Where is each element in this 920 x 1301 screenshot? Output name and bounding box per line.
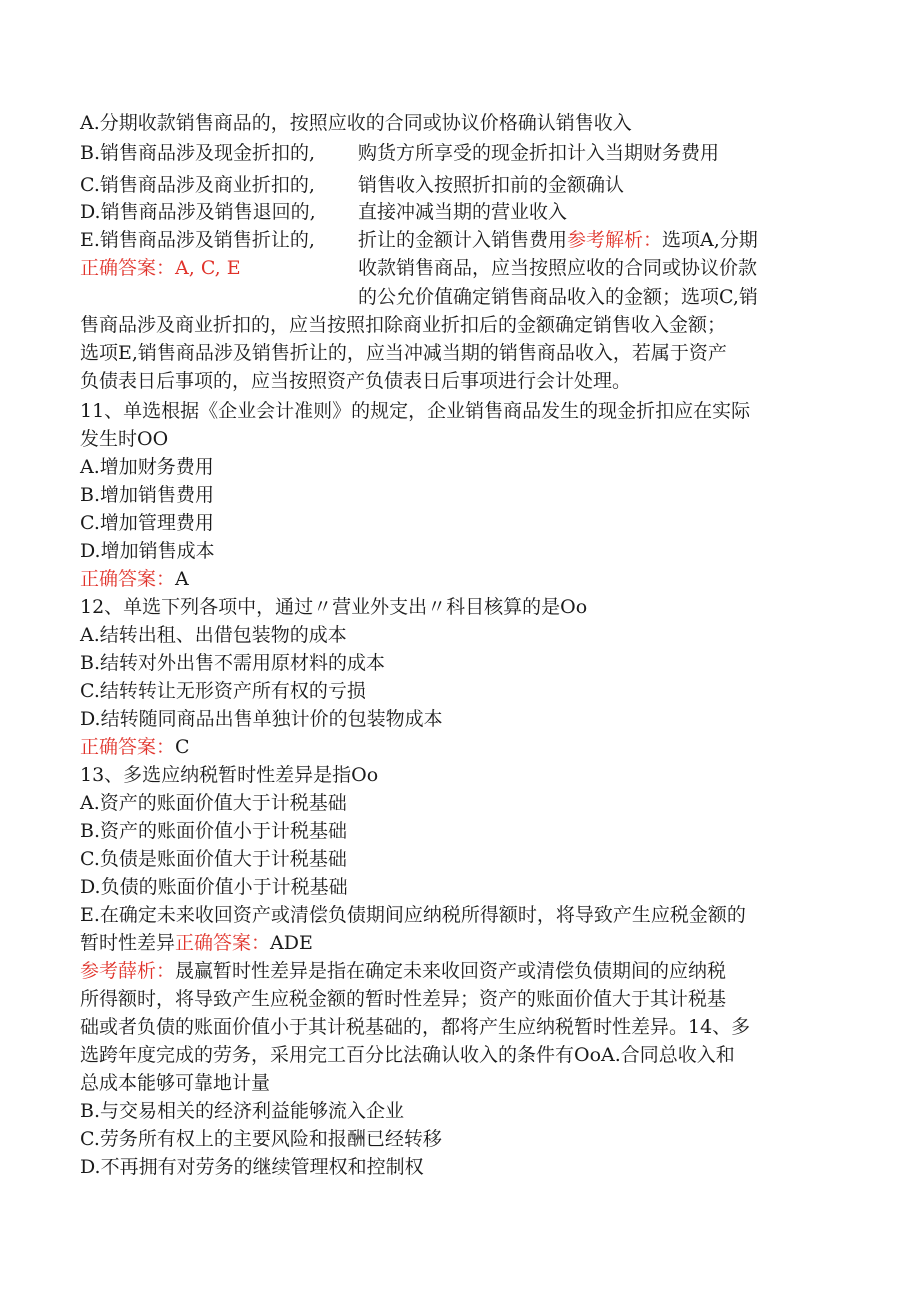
q11-title-line-2: 发生时OO: [80, 428, 169, 450]
q11-title-line-1: 11、单选根据《企业会计准则》的规定，企业销售商品发生的现金折扣应在实际: [80, 400, 751, 422]
q10-analysis-line-2: 的公允价值确定销售商品收入的金额；选项C,销: [358, 286, 758, 308]
q13-option-e: E.在确定未来收回资产或清偿负债期间应纳税所得额时，将导致产生应税金额的: [80, 904, 746, 926]
q10-option-e-cont: [358, 227, 758, 254]
q13-analysis-line-5: 总成本能够可靠地计量: [80, 1072, 271, 1094]
q12-option-d: D.结转随同商品出售单独计价的包装物成本: [80, 708, 443, 730]
q11-option-b: B.增加销售费用: [80, 484, 215, 506]
analysis-label: 参考薛析：: [80, 960, 176, 982]
q11-option-c: C.增加管理费用: [80, 512, 214, 534]
q14-option-b: B.与交易相关的经济利益能够流入企业: [80, 1100, 405, 1122]
q10-option-d-cont: 直接冲减当期的营业收入: [358, 201, 568, 223]
q10-analysis-line-3: 售商品涉及商业折扣的，应当按照扣除商业折扣后的金额确定销售收入金额；: [80, 314, 727, 336]
answer-value: C: [175, 736, 190, 758]
q13-option-d: D.负债的账面价值小于计税基础: [80, 876, 348, 898]
q11-option-d: D.增加销售成本: [80, 540, 215, 562]
q10-answer: [80, 255, 241, 282]
q12-option-c: C.结转转让无形资产所有权的亏损: [80, 680, 366, 702]
q13-option-c: C.负债是账面价值大于计税基础: [80, 848, 347, 870]
q12-option-a: A.结转出租、出借包装物的成本: [80, 624, 347, 646]
q13-analysis-line-2: 所得额时，将导致产生应税金额的暂时性差异；资产的账面价值大于其计税基: [80, 988, 727, 1010]
q13-option-b: B.资产的账面价值小于计税基础: [80, 820, 348, 842]
option-e-text: 折让的金额计入销售费用: [358, 229, 568, 251]
q10-option-a: A.分期收款销售商品的，按照应收的合同或协议价格确认销售收入: [80, 112, 632, 134]
q12-title: 12、单选下列各项中，通过〃营业外支出〃科目核算的是Oo: [80, 596, 588, 618]
answer-value: A: [175, 568, 189, 590]
analysis-label: 参考解析：: [567, 229, 663, 251]
q10-option-c-cont: 销售收入按照折扣前的金额确认: [358, 174, 625, 196]
q10-analysis-line-5: 负债表日后事项的，应当按照资产负债表日后事项进行会计处理。: [80, 370, 632, 392]
q10-option-b-cont: 购货方所享受的现金折扣计入当期财务费用: [358, 142, 720, 164]
q10-analysis-line-4: 选项E,销售商品涉及销售折让的，应当冲减当期的销售商品收入，若属于资产: [80, 342, 727, 364]
q13-analysis-line-4: 选跨年度完成的劳务，采用完工百分比法确认收入的条件有OoA.合同总收入和: [80, 1044, 735, 1066]
q11-option-a: A.增加财务费用: [80, 456, 214, 478]
q12-answer: [80, 734, 190, 761]
answer-label: 正确答案：: [175, 932, 271, 954]
q13-option-e-cont: [80, 930, 313, 957]
q10-option-b: B.销售商品涉及现金折扣的,: [80, 142, 316, 164]
q10-option-d: D.销售商品涉及销售退回的,: [80, 201, 316, 223]
answer-label: 正确答案：: [80, 257, 176, 279]
q11-answer: [80, 566, 189, 593]
q10-analysis-line-1: 收款销售商品，应当按照应收的合同或协议价款: [358, 257, 758, 279]
q12-option-b: B.结转对外出售不需用原材料的成本: [80, 652, 386, 674]
answer-label: 正确答案：: [80, 736, 176, 758]
q13-analysis-line-3: 础或者负债的账面价值小于其计税基础的，都将产生应纳税暂时性差异。14、多: [80, 1016, 751, 1038]
analysis-text: 晟赢暂时性差异是指在确定未来收回资产或清偿负债期间的应纳税: [175, 960, 727, 982]
q13-analysis-line-1: [80, 958, 726, 985]
q13-title: 13、多选应纳税暂时性差异是指Oo: [80, 764, 379, 786]
q14-option-c: C.劳务所有权上的主要风险和报酬已经转移: [80, 1128, 442, 1150]
answer-label: 正确答案：: [80, 568, 176, 590]
q14-option-d: D.不再拥有对劳务的继续管理权和控制权: [80, 1156, 424, 1178]
q10-option-e: E.销售商品涉及销售折让的,: [80, 229, 315, 251]
analysis-text: 选项A,分期: [662, 229, 758, 251]
answer-value: ADE: [270, 932, 313, 954]
answer-value: A, C, E: [175, 257, 241, 279]
option-e-cont-text: 暂时性差异: [80, 932, 176, 954]
q13-option-a: A.资产的账面价值大于计税基础: [80, 792, 347, 814]
q10-option-c: C.销售商品涉及商业折扣的,: [80, 174, 315, 196]
